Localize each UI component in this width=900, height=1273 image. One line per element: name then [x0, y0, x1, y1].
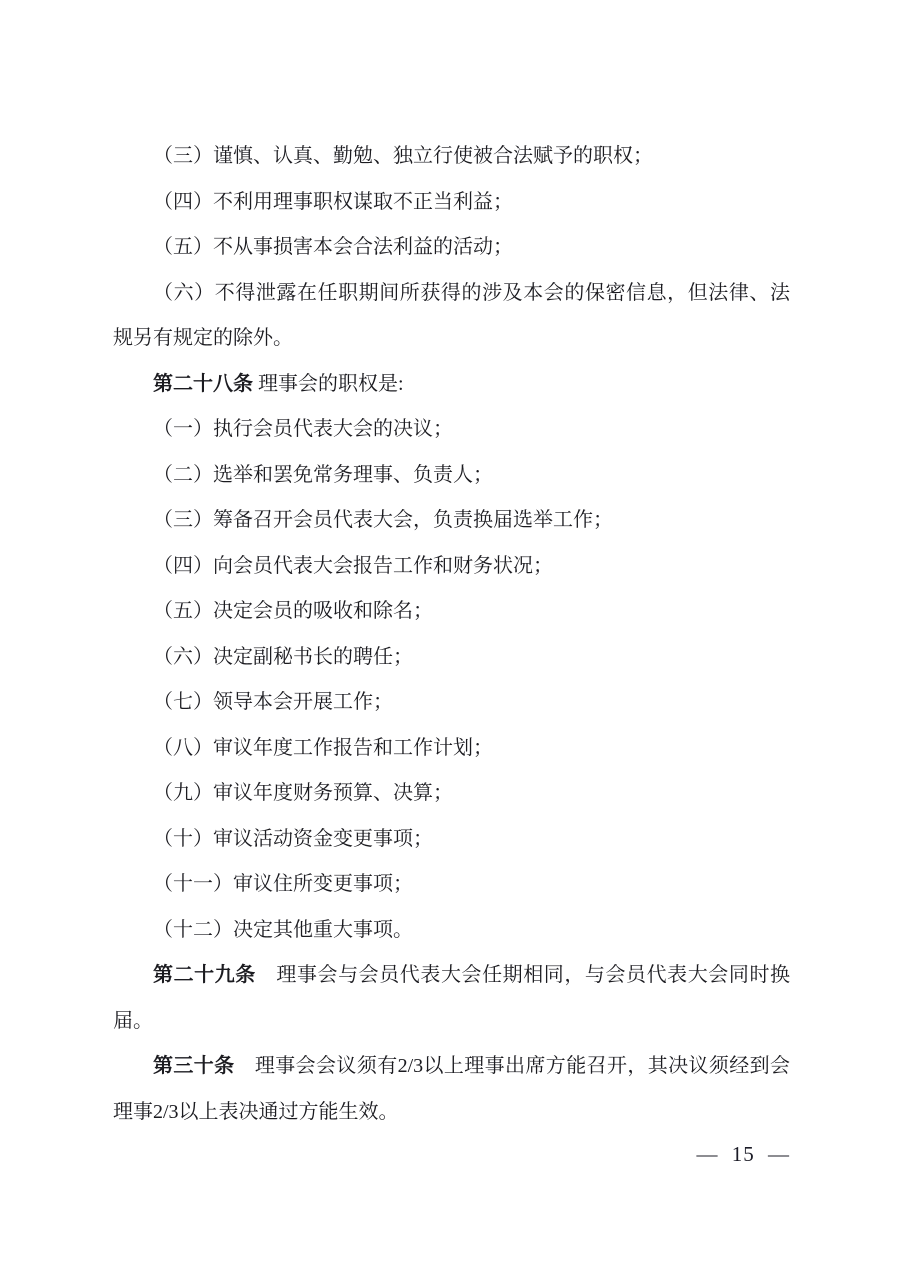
- clause-line: （十二）决定其他重大事项。: [153, 918, 413, 941]
- clause-line: （十）审议活动资金变更事项；: [153, 827, 433, 850]
- article-29-text: 理事会与会员代表大会任期相同，与会员代表大会同时换: [255, 964, 791, 986]
- article-28-text: 理事会的职权是:: [253, 372, 404, 395]
- clause-line: （九）审议年度财务预算、决算；: [153, 782, 453, 804]
- clause-line: （八）审议年度工作报告和工作计划；: [153, 736, 493, 759]
- clause-line: （三）筹备召开会员代表大会，负责换届选举工作；: [153, 509, 613, 531]
- clause-line: （四）不利用理事职权谋取不正当利益；: [153, 190, 513, 213]
- clause-line: （三）谨慎、认真、勤勉、独立行使被合法赋予的职权；: [153, 145, 653, 167]
- clause-line: （一）执行会员代表大会的决议；: [153, 418, 453, 440]
- article-30-continuation-line: 理事2/3以上表决通过方能生效。: [113, 1100, 399, 1123]
- article-30-text: 理事会会议须有2/3以上理事出席方能召开，其决议须经到会: [234, 1055, 790, 1077]
- clause-line: （四）向会员代表大会报告工作和财务状况；: [153, 554, 553, 577]
- clause-line: （六）决定副秘书长的聘任；: [153, 645, 413, 668]
- clause-continuation-line: 规另有规定的除外。: [113, 327, 293, 349]
- article-29-number: 第二十九条: [153, 964, 256, 986]
- clause-line: （二）选举和罢免常务理事、负责人；: [153, 463, 493, 486]
- article-28-heading-line: [113, 362, 790, 408]
- clause-line: （十一）审议住所变更事项；: [153, 873, 413, 895]
- clause-line: （七）领导本会开展工作；: [153, 691, 393, 713]
- article-30-line: [113, 1044, 790, 1090]
- clause-line: （五）不从事损害本会合法利益的活动；: [153, 236, 513, 258]
- document-content: [113, 134, 790, 1135]
- article-29-line: [113, 953, 790, 999]
- page-number: — 15 —: [696, 1142, 790, 1166]
- clause-line: （六）不得泄露在任职期间所获得的涉及本会的保密信息，但法律、法: [153, 281, 790, 304]
- clause-line: （五）决定会员的吸收和除名；: [153, 600, 433, 622]
- article-29-continuation-line: 届。: [113, 1009, 153, 1032]
- article-30-number: 第三十条: [153, 1055, 235, 1077]
- article-28-number: 第二十八条: [153, 372, 253, 395]
